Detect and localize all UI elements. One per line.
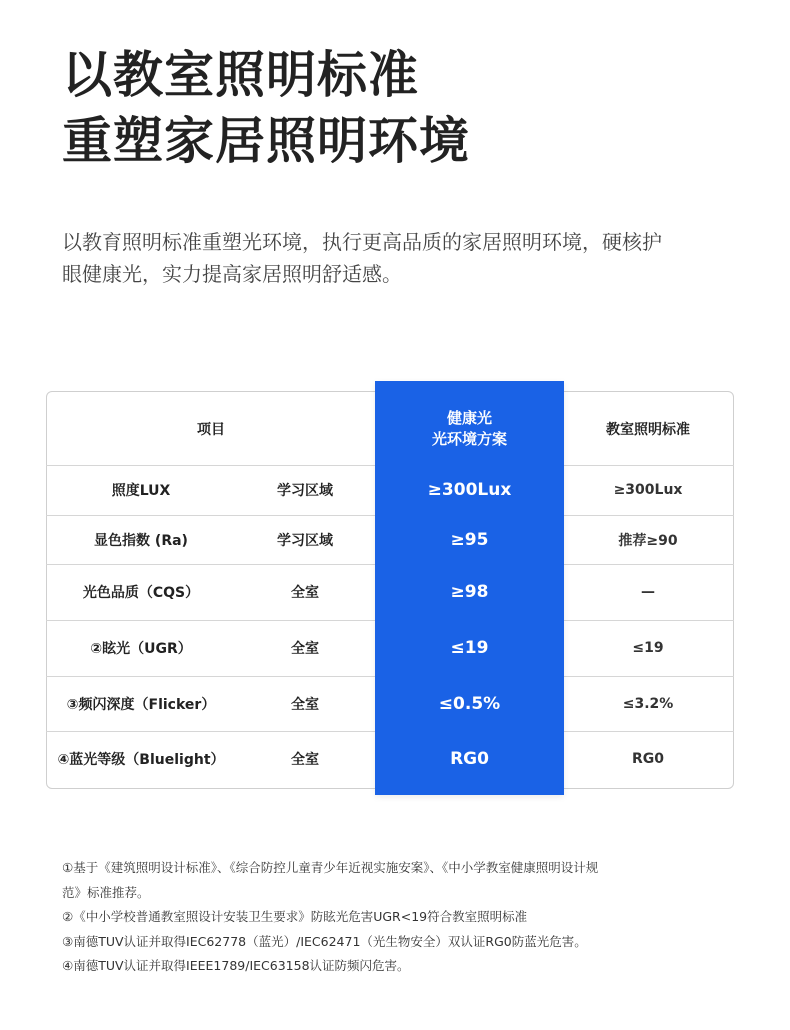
row-standard-value: ≥300Lux [613,482,683,498]
header-healthy-line-2: 光环境方案 [431,429,507,448]
row-scope: 学习区域 [277,483,333,499]
page-title [62,42,762,174]
intro-paragraph [62,226,732,290]
header-item: 项目 [197,421,225,438]
row-scope: 学习区域 [277,532,333,549]
title-line-2: 重塑家居照明环境 [62,112,470,170]
row-scope: 全室 [291,585,319,601]
intro-line-1: 以教育照明标准重塑光环境，执行更高品质的家居照明环境，硬核护 [62,230,662,254]
footnotes [62,856,722,979]
row-healthy-value: ≥95 [450,529,489,550]
row-scope: 全室 [291,641,319,657]
footnote-line: ①基于《建筑照明设计标准》、《综合防控儿童青少年近视实施安案》、《中小学教室健康照明设计规 [62,860,599,875]
title-line-1: 以教室照明标准 [62,46,419,104]
row-name: 光色品质（CQS） [82,585,200,601]
row-standard-value: RG0 [631,751,664,767]
row-healthy-value: ≤0.5% [438,693,501,714]
row-name: 显色指数 (Ra) [94,532,188,549]
row-standard-value: ≤3.2% [622,695,674,712]
header-healthy-light [375,392,564,465]
row-name: ②眩光（UGR） [90,641,192,657]
footnote-line: ②《中小学校普通教室照设计安装卫生要求》防眩光危害UGR<19符合教室照明标准 [62,909,528,924]
header-classroom-standard: 教室照明标准 [606,421,690,438]
row-healthy-value: ≤19 [450,638,489,658]
row-name: ③频闪深度（Flicker） [66,696,216,713]
row-scope: 全室 [291,696,319,713]
row-healthy-value: ≥98 [450,582,489,602]
intro-line-2: 眼健康光，实力提高家居照明舒适感。 [62,262,402,286]
footnote-line: ④南德TUV认证并取得IEEE1789/IEC63158认证防频闪危害。 [62,958,410,973]
row-healthy-value: RG0 [450,749,489,769]
header-healthy-line-1: 健康光 [446,408,492,427]
row-standard-value: 推荐≥90 [618,532,678,549]
row-standard-value: — [641,584,655,600]
row-scope: 全室 [291,752,319,768]
row-name: 照度LUX [111,483,171,499]
footnote-line: ③南德TUV认证并取得IEC62778（蓝光）/IEC62471（光生物安全）双认证RG0防蓝光危害。 [62,933,587,949]
row-standard-value: ≤19 [632,640,664,656]
row-name: ④蓝光等级（Bluelight） [57,752,225,768]
row-healthy-value: ≥300Lux [427,480,512,500]
footnote-line: 范》标准推荐。 [62,884,150,900]
